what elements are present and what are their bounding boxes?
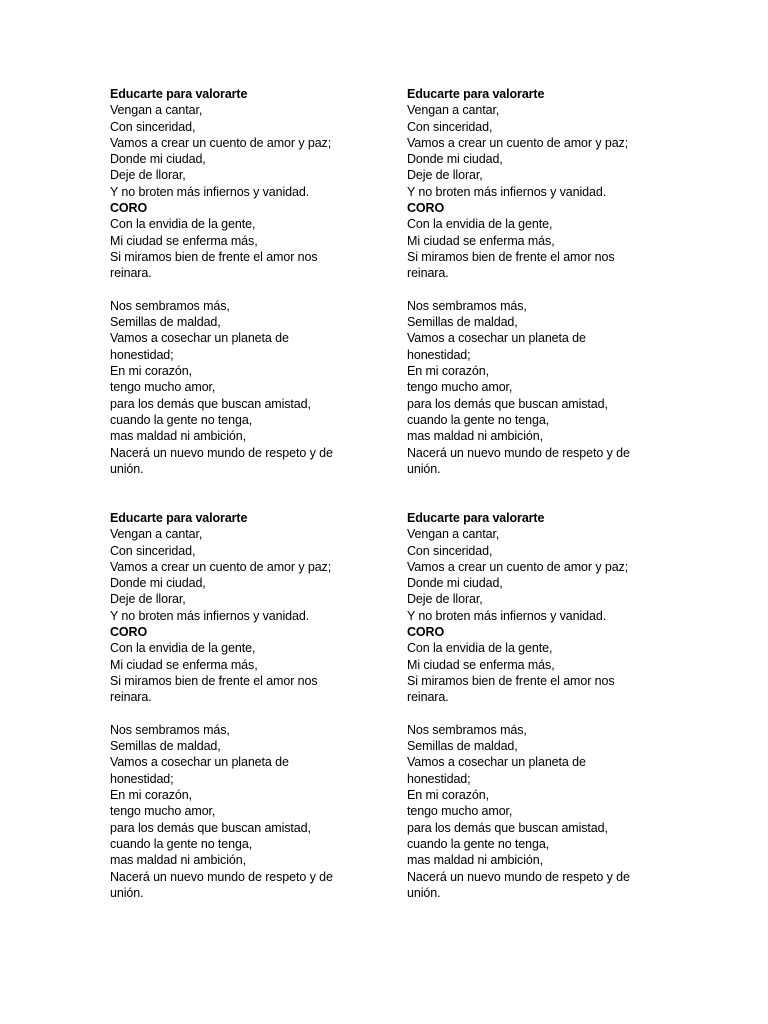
verse-2-line: cuando la gente no tenga, (110, 412, 253, 427)
verse-2-line: Nacerá un nuevo mundo de respeto y de (407, 869, 630, 884)
chorus-label: CORO (407, 201, 445, 216)
verse-1-line: Donde mi ciudad, (110, 152, 206, 167)
verse-1-line: Deje de llorar, (110, 592, 186, 607)
verse-2-line: Semillas de maldad, (407, 739, 518, 754)
verse-2-line: honestidad; (407, 771, 471, 786)
verse-2-line: Nos sembramos más, (407, 298, 527, 313)
verse-1-line: Y no broten más infiernos y vanidad. (110, 184, 310, 199)
verse-1-line: Vengan a cantar, (110, 103, 203, 118)
verse-2-line: honestidad; (110, 347, 174, 362)
chorus-line: Con la envidia de la gente, (110, 217, 256, 232)
verse-1-line: Y no broten más infiernos y vanidad. (407, 608, 607, 623)
verse-2-line: mas maldad ni ambición, (407, 853, 543, 868)
stanza-gap (407, 282, 657, 298)
verse-2-line: Semillas de maldad, (407, 315, 518, 330)
verse-2-line: para los demás que buscan amistad, (407, 820, 608, 835)
verse-1-line: Vamos a crear un cuento de amor y paz; (407, 559, 629, 574)
verse-2-line: Nos sembramos más, (110, 722, 230, 737)
verse-2-line: unión. (407, 461, 441, 476)
verse-1-line: Con sinceridad, (407, 543, 493, 558)
chorus-line: Mi ciudad se enferma más, (407, 233, 555, 248)
verse-1-line: Vamos a crear un cuento de amor y paz; (407, 135, 629, 150)
verse-2-line: tengo mucho amor, (407, 804, 513, 819)
verse-2-line: Nacerá un nuevo mundo de respeto y de (407, 445, 630, 460)
song-title: Educarte para valorarte (407, 87, 545, 101)
song-title: Educarte para valorarte (110, 511, 248, 525)
verse-2-line: honestidad; (110, 771, 174, 786)
verse-2-line: unión. (110, 461, 144, 476)
verse-2-line: tengo mucho amor, (407, 380, 513, 395)
verse-1-line: Vamos a crear un cuento de amor y paz; (110, 135, 332, 150)
stanza-gap (110, 706, 360, 722)
verse-2-line: cuando la gente no tenga, (407, 412, 550, 427)
chorus-line: reinara. (110, 690, 152, 705)
verse-1-line: Deje de llorar, (110, 168, 186, 183)
verse-2-line: Vamos a cosechar un planeta de (407, 755, 586, 770)
chorus-label: CORO (110, 625, 148, 640)
song-title: Educarte para valorarte (110, 87, 248, 101)
verse-2-line: Vamos a cosechar un planeta de (110, 331, 289, 346)
verse-2-line: Nacerá un nuevo mundo de respeto y de (110, 869, 333, 884)
verse-2-line: En mi corazón, (110, 788, 192, 803)
verse-2-line: Vamos a cosechar un planeta de (407, 331, 586, 346)
verse-2-line: unión. (407, 885, 441, 900)
verse-2-line: En mi corazón, (407, 364, 489, 379)
chorus-line: Si miramos bien de frente el amor nos (407, 249, 615, 264)
verse-1-line: Donde mi ciudad, (407, 152, 503, 167)
verse-2-line: En mi corazón, (110, 364, 192, 379)
chorus-line: Mi ciudad se enferma más, (110, 233, 258, 248)
chorus-line: Si miramos bien de frente el amor nos (110, 249, 318, 264)
verse-1-line: Con sinceridad, (407, 119, 493, 134)
lyrics-copy-top-right (407, 86, 657, 477)
verse-2-line: mas maldad ni ambición, (110, 429, 246, 444)
verse-2-line: cuando la gente no tenga, (407, 836, 550, 851)
verse-1-line: Donde mi ciudad, (407, 576, 503, 591)
verse-2-line: para los demás que buscan amistad, (407, 396, 608, 411)
verse-1-line: Donde mi ciudad, (110, 576, 206, 591)
chorus-line: Con la envidia de la gente, (110, 641, 256, 656)
verse-1-line: Con sinceridad, (110, 119, 196, 134)
stanza-gap (110, 282, 360, 298)
chorus-line: reinara. (407, 266, 449, 281)
chorus-line: Mi ciudad se enferma más, (110, 657, 258, 672)
verse-1-line: Vengan a cantar, (407, 527, 500, 542)
verse-1-line: Y no broten más infiernos y vanidad. (110, 608, 310, 623)
chorus-line: Mi ciudad se enferma más, (407, 657, 555, 672)
verse-2-line: honestidad; (407, 347, 471, 362)
verse-2-line: Semillas de maldad, (110, 315, 221, 330)
chorus-line: Si miramos bien de frente el amor nos (407, 673, 615, 688)
verse-1-line: Vengan a cantar, (407, 103, 500, 118)
verse-2-line: tengo mucho amor, (110, 804, 216, 819)
verse-2-line: cuando la gente no tenga, (110, 836, 253, 851)
verse-2-line: Nos sembramos más, (407, 722, 527, 737)
chorus-line: Con la envidia de la gente, (407, 641, 553, 656)
verse-2-line: Nacerá un nuevo mundo de respeto y de (110, 445, 333, 460)
verse-1-line: Vamos a crear un cuento de amor y paz; (110, 559, 332, 574)
chorus-line: reinara. (407, 690, 449, 705)
song-title: Educarte para valorarte (407, 511, 545, 525)
stanza-gap (407, 706, 657, 722)
verse-1-line: Con sinceridad, (110, 543, 196, 558)
verse-2-line: mas maldad ni ambición, (110, 853, 246, 868)
lyrics-copy-top-left (110, 86, 360, 477)
verse-1-line: Vengan a cantar, (110, 527, 203, 542)
lyrics-copy-bottom-left (110, 510, 360, 901)
verse-2-line: mas maldad ni ambición, (407, 429, 543, 444)
chorus-line: reinara. (110, 266, 152, 281)
verse-2-line: para los demás que buscan amistad, (110, 396, 311, 411)
verse-1-line: Y no broten más infiernos y vanidad. (407, 184, 607, 199)
verse-2-line: Semillas de maldad, (110, 739, 221, 754)
verse-2-line: En mi corazón, (407, 788, 489, 803)
verse-2-line: Nos sembramos más, (110, 298, 230, 313)
verse-2-line: para los demás que buscan amistad, (110, 820, 311, 835)
verse-1-line: Deje de llorar, (407, 168, 483, 183)
chorus-line: Si miramos bien de frente el amor nos (110, 673, 318, 688)
chorus-line: Con la envidia de la gente, (407, 217, 553, 232)
verse-2-line: tengo mucho amor, (110, 380, 216, 395)
verse-2-line: Vamos a cosechar un planeta de (110, 755, 289, 770)
lyrics-copy-bottom-right (407, 510, 657, 901)
verse-2-line: unión. (110, 885, 144, 900)
chorus-label: CORO (407, 625, 445, 640)
chorus-label: CORO (110, 201, 148, 216)
verse-1-line: Deje de llorar, (407, 592, 483, 607)
